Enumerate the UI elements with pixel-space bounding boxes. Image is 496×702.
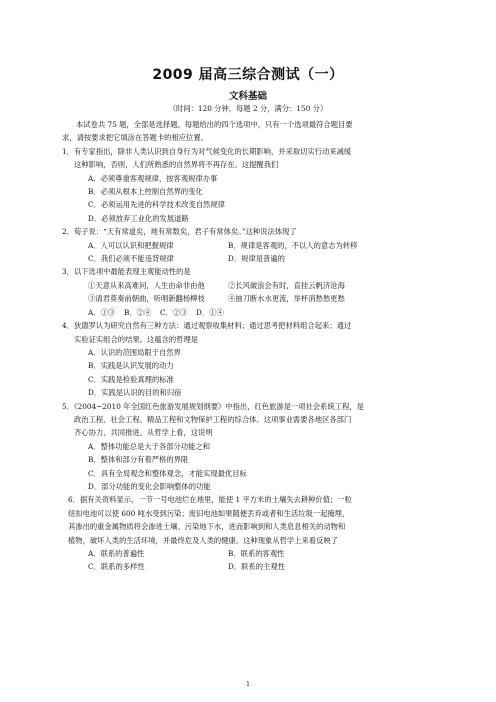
intro-line: 本试卷共 75 题，全部是选择题。每题给出的四个选项中，只有一个选项最符合题目要 [76, 120, 353, 129]
option-d: D．①④ [196, 307, 224, 317]
intro-line: 求，请按要求把它填涂在答题卡的相应位置。 [62, 133, 208, 143]
option-b: B．联系的客观性 [228, 549, 285, 558]
item-row [62, 292, 446, 305]
question-stem: 4．狄德罗认为研究自然有三种方法：通过观察收集材料；通过思考把材料组合起来；通过 [62, 321, 352, 331]
option-d: D．规律是普遍的 [228, 254, 285, 264]
question-3 [62, 265, 446, 319]
question-stem: 6．据有关资料显示，一节一号电池烂在地里，能使 1 平方米的土壤失去耕种价值；一粒 [68, 495, 352, 505]
question-stem: 5．《2004~2010 年全国红色旅游发展规划纲要》中指出，红色旅游是一项社会系统工程，是 [62, 401, 364, 411]
option-row [62, 252, 446, 265]
option-row [62, 239, 446, 252]
option-c: C．联系的多样性 [88, 562, 145, 572]
question-stem: 植物，破坏人类的生活环境，并最终危及人类的健康。这种现象从哲学上来看反映了 [68, 535, 338, 545]
page-number: 1 [246, 681, 250, 688]
option-row [62, 306, 446, 319]
item-2: ②长风破浪会有时，直挂云帆济沧海 [228, 280, 345, 290]
page-title: 2009 届高三综合测试（一） [152, 67, 344, 83]
question-stem: 2．荀子说：“天有常道矣，地有常数矣，君子有常体矣。”这种说法体现了 [62, 227, 297, 237]
item-1: ①天意从来高难问，人生由命非由他 [88, 280, 205, 290]
question-stem: 实验证实组合的结果。这蕴含的哲理是 [74, 334, 199, 344]
option-b: B．实践是认识发展的动力 [88, 361, 174, 371]
question-stem: 纽扣电池可以使 600 吨水受到污染；废旧电池如果随便丢弃或者和生活垃圾一起掩埋， [68, 508, 350, 518]
option-d: D．必须放弃工业化的发展道路 [88, 213, 189, 223]
option-row [62, 547, 446, 560]
option-a: A．联系的普遍性 [88, 549, 145, 558]
option-b: B．整体和部分有着严格的界限 [88, 455, 189, 465]
option-a: A．整体功能总是大于各部分功能之和 [88, 441, 211, 451]
item-3: ③请君莫奏前朝曲，听唱新翻杨柳枝 [88, 294, 205, 304]
question-4 [62, 319, 446, 399]
question-6 [62, 493, 446, 573]
option-c: C．具有全局观念和整体观念，才能实现最优目标 [88, 468, 247, 478]
option-d: D．部分功能的变化会影响整体的功能 [88, 481, 211, 491]
question-stem: 政治工程、社会工程、精品工程和文物保护工程的综合体。这项事业需要各地区各部门 [74, 414, 352, 424]
question-2 [62, 225, 446, 265]
option-b: B．规律是客观的，不以人的意志为转移 [228, 240, 358, 250]
option-d: D．实践是认识的目的和归宿 [88, 388, 182, 398]
option-c: C．②③ [160, 307, 188, 317]
option-a: A．认识的范围局限于自然界 [88, 347, 181, 357]
option-a: A．人可以认识和把握规律 [88, 240, 174, 250]
option-c: C．必须运用先进的科学技术改变自然规律 [88, 200, 225, 210]
question-content [62, 118, 446, 574]
question-stem: 3．以下选项中最能表现主观能动性的是 [62, 267, 191, 277]
option-c: C．我们必须不能违背规律 [88, 254, 174, 264]
question-stem: 这种影响，否则，人们所熟悉的自然界将不再存在。这提醒我们 [74, 160, 279, 170]
option-row [62, 560, 446, 573]
option-a: A．①③ [88, 307, 116, 317]
question-5 [62, 400, 446, 494]
exam-info: （时间：120 分钟，每题 2 分，满分：150 分） [168, 104, 328, 113]
question-stem: 齐心协力、共同推进。从哲学上看，这说明 [74, 428, 213, 438]
item-4: ④抽刀断水水更流，举杯消愁愁更愁 [228, 294, 345, 304]
option-d: D．联系的主观性 [228, 562, 285, 572]
page-subtitle: 文科基础 [228, 91, 267, 102]
option-a: A．必须尊重客观规律，按客观规律办事 [88, 173, 218, 183]
question-stem: 1．有专家指出，除非人类认识到自身行为对气候变化的长期影响，并采取切实行动来减缓 [62, 146, 352, 156]
item-row [62, 279, 446, 292]
option-b: B．②④ [124, 307, 152, 317]
option-c: C．实践是检验真理的标准 [88, 374, 174, 384]
option-b: B．必须从根本上控制自然界的变化 [88, 187, 203, 197]
question-stem: 其渗出的重金属物质将会渗进土壤、污染地下水，进而影响到和人类息息相关的动物和 [68, 522, 346, 532]
question-1 [62, 145, 446, 225]
